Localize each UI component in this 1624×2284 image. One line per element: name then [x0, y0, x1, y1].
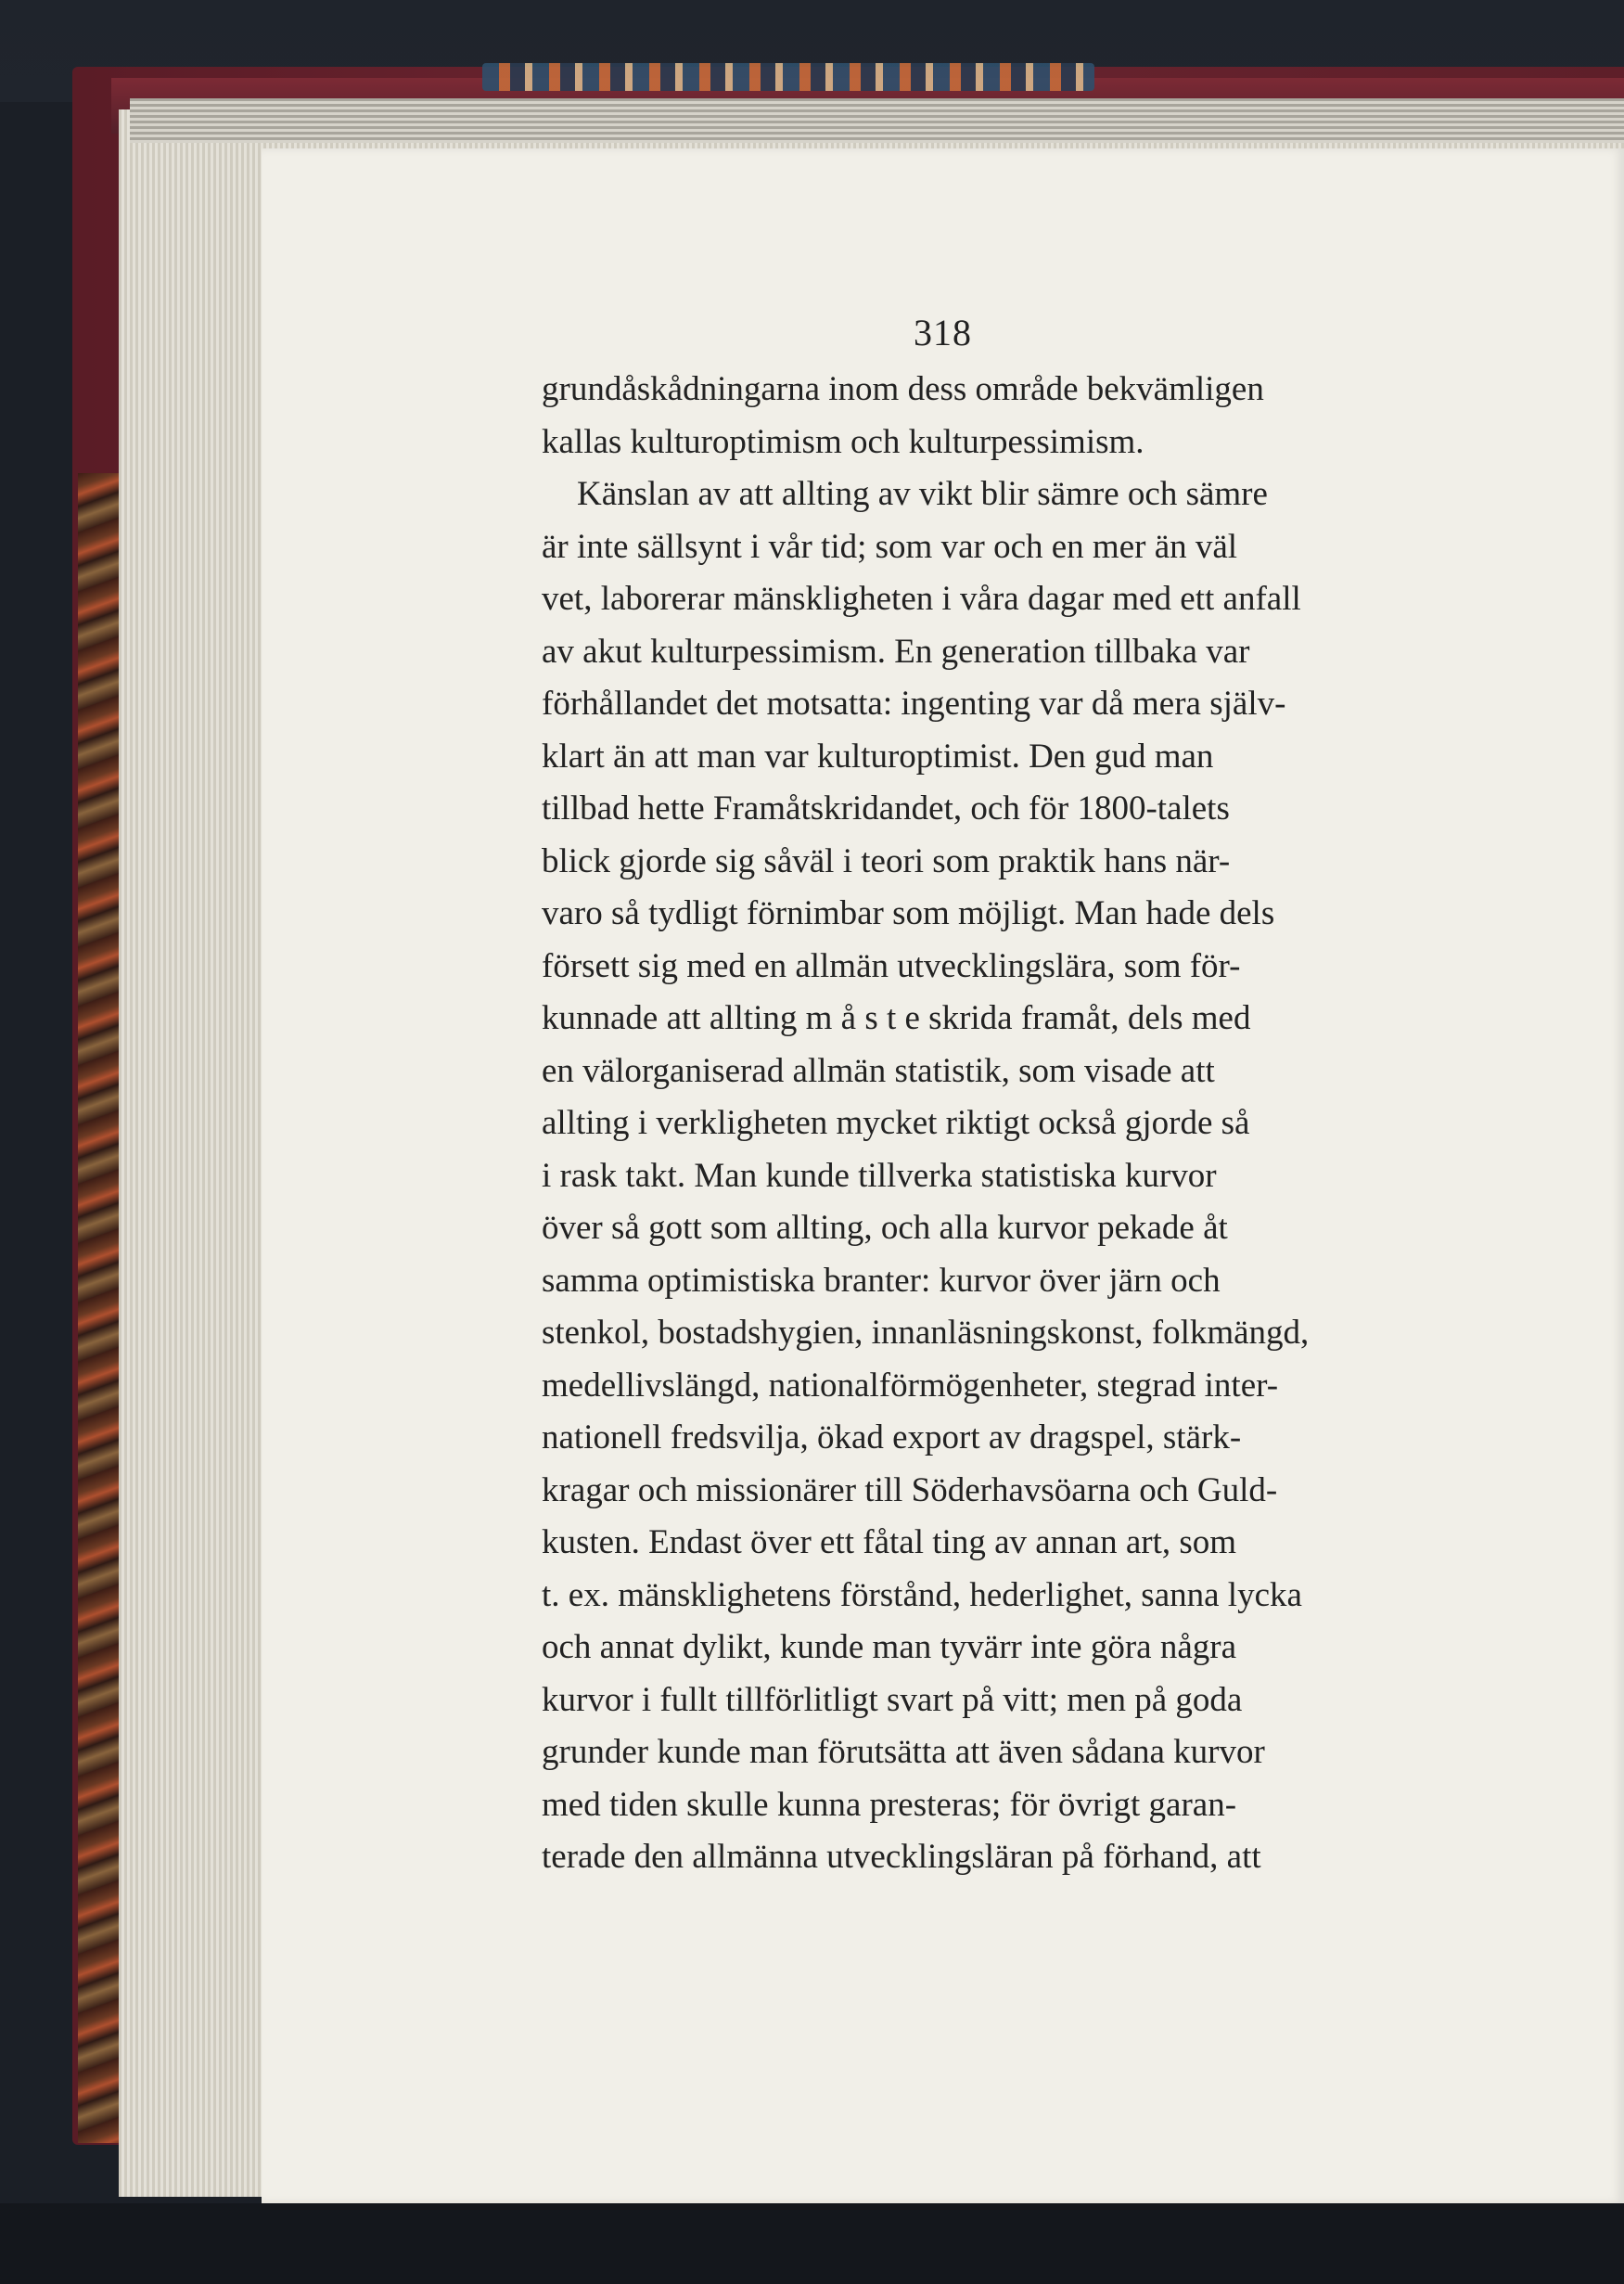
marbled-cover-edge [78, 473, 119, 2143]
text-line: kurvor i fullt tillförlitligt svart på vitt; men på goda [542, 1680, 1243, 1719]
page-number: 318 [914, 312, 972, 353]
text-line: t. ex. mänsklighetens förstånd, hederlighet, sanna lycka [542, 1575, 1302, 1614]
text-line: med tiden skulle kunna presteras; för övrigt garan- [542, 1785, 1237, 1824]
text-line: över så gott som allting, och alla kurvor pekade åt [542, 1209, 1228, 1247]
book-page [262, 148, 1624, 2203]
text-line: i rask takt. Man kunde tillverka statistiska kurvor [542, 1156, 1217, 1195]
text-line: blick gjorde sig såväl i teori som praktik hans när- [542, 841, 1231, 880]
text-line: tillbad hette Framåtskridandet, och för 1800-talets [542, 789, 1230, 828]
text-line: terade den allmänna utvecklingsläran på förhand, att [542, 1838, 1261, 1876]
text-line: kallas kulturoptimism och kulturpessimism. [542, 422, 1144, 461]
body-text [542, 364, 1624, 1884]
text-line: grundåskådningarna inom dess område bekvämligen [542, 370, 1264, 408]
text-line: Känslan av att allting av vikt blir sämre och sämre [577, 475, 1268, 513]
text-line: klart än att man var kulturoptimist. Den gud man [542, 737, 1214, 776]
text-line: och annat dylikt, kunde man tyvärr inte göra några [542, 1628, 1236, 1666]
text-line: stenkol, bostadshygien, innanläsningskonst, folkmängd, [542, 1314, 1310, 1352]
text-line: vet, laborerar mänskligheten i våra dagar med ett anfall [542, 580, 1301, 618]
scan-bottom-background [0, 2203, 1624, 2284]
page-top-edges [130, 98, 1624, 143]
text-line: allting i verkligheten mycket riktigt också gjorde så [542, 1104, 1250, 1142]
text-line: försett sig med en allmän utvecklingslära, som för- [542, 946, 1241, 985]
text-line: kunnade att allting m å s t e skrida framåt, dels med [542, 999, 1251, 1037]
text-line: grunder kunde man förutsätta att även sådana kurvor [542, 1733, 1265, 1771]
text-line: förhållandet det motsatta: ingenting var då mera själv- [542, 685, 1286, 723]
text-line: nationell fredsvilja, ökad export av dragspel, stärk- [542, 1418, 1242, 1456]
text-line: samma optimistiska branter: kurvor över järn och [542, 1261, 1221, 1300]
text-line: en välorganiserad allmän statistik, som visade att [542, 1051, 1215, 1090]
text-line: av akut kulturpessimism. En generation tillbaka var [542, 632, 1250, 671]
text-line: varo så tydligt förnimbar som möjligt. Man hade dels [542, 894, 1275, 932]
text-line: kusten. Endast över ett fåtal ting av annan art, som [542, 1523, 1237, 1561]
text-line: kragar och missionärer till Söderhavsöarna och Guld- [542, 1470, 1278, 1509]
spine-ornament [482, 63, 1094, 91]
text-line: medellivslängd, nationalförmögenheter, stegrad inter- [542, 1366, 1279, 1405]
text-line: är inte sällsynt i vår tid; som var och en mer än väl [542, 527, 1238, 566]
